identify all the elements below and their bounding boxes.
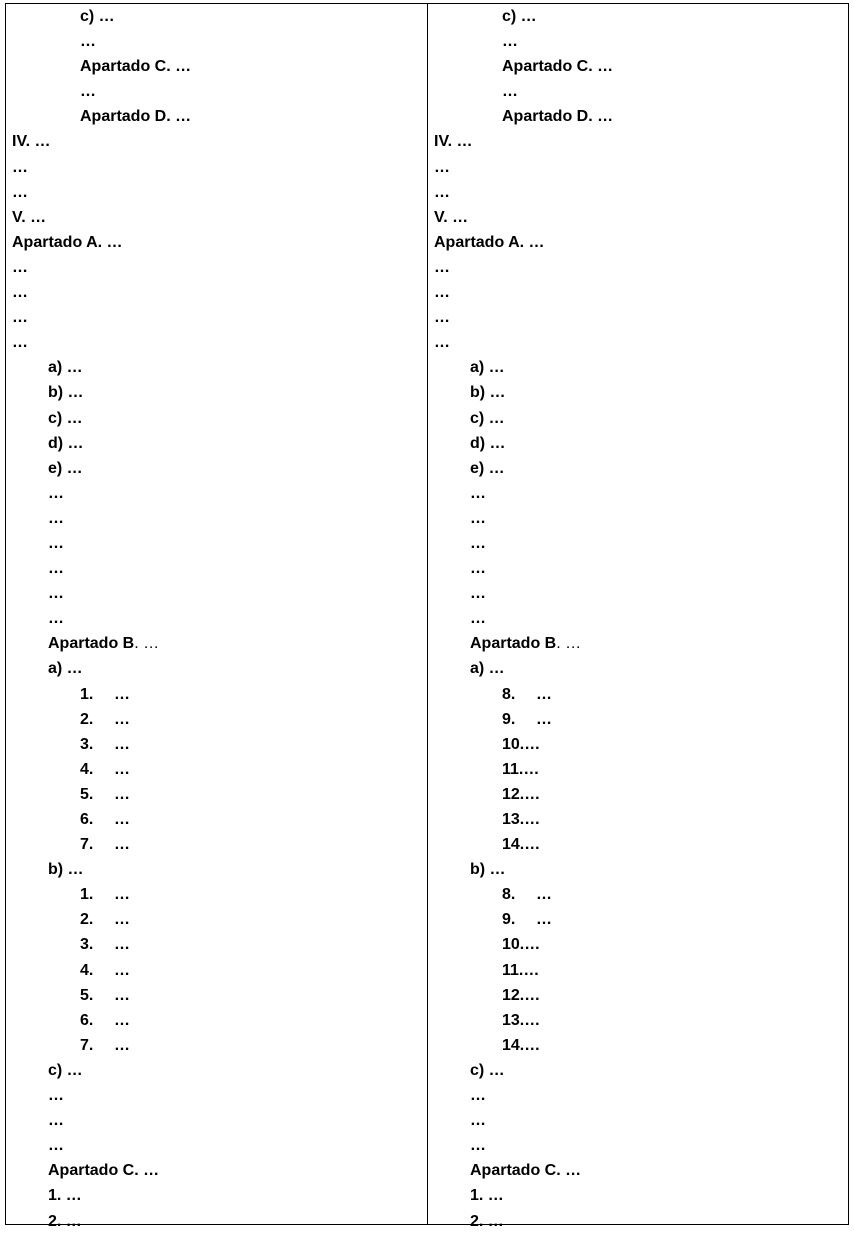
item-number: 12. xyxy=(502,986,525,1004)
document-line xyxy=(12,581,191,606)
document-line xyxy=(434,857,613,882)
document-line xyxy=(434,807,613,832)
document-line xyxy=(12,230,191,255)
document-line xyxy=(12,807,191,832)
document-line xyxy=(12,79,191,104)
line-text: … xyxy=(12,284,28,302)
line-text: … xyxy=(114,785,130,803)
line-text: … xyxy=(434,334,450,352)
line-text: … xyxy=(12,334,28,352)
document-line xyxy=(434,305,613,330)
document-line xyxy=(434,581,613,606)
item-number: 5. xyxy=(80,986,94,1004)
item-number: 14. xyxy=(502,1036,525,1054)
document-line xyxy=(12,556,191,581)
line-text: … xyxy=(470,585,486,603)
document-line xyxy=(434,958,613,983)
item-number: 11. xyxy=(502,760,524,778)
line-text: … xyxy=(48,585,64,603)
document-line xyxy=(434,230,613,255)
document-line xyxy=(12,205,191,230)
document-line xyxy=(12,1058,191,1083)
line-text: … xyxy=(523,961,540,979)
line-text: … xyxy=(114,1011,130,1029)
document-line xyxy=(12,280,191,305)
document-line xyxy=(434,255,613,280)
line-text: … xyxy=(524,1036,541,1054)
line-text: … xyxy=(470,1112,486,1130)
line-text: c) … xyxy=(48,1061,83,1079)
item-number: 1. xyxy=(80,886,94,904)
line-text: 2. … xyxy=(48,1212,82,1230)
document-line xyxy=(434,1058,613,1083)
right-column xyxy=(427,4,848,1230)
document-line xyxy=(12,832,191,857)
line-text: … xyxy=(536,685,552,703)
line-text: … xyxy=(114,886,130,904)
line-text: … xyxy=(114,710,130,728)
line-text: … xyxy=(536,886,552,904)
document-line xyxy=(12,355,191,380)
comparison-table xyxy=(5,3,849,1230)
document-line xyxy=(12,631,191,656)
line-text: … xyxy=(523,760,540,778)
item-number: 2. xyxy=(80,710,94,728)
line-text: … xyxy=(434,183,450,201)
line-text: Apartado B xyxy=(470,635,557,653)
document-line xyxy=(434,983,613,1008)
document-line xyxy=(12,4,191,29)
document-line xyxy=(12,305,191,330)
document-line xyxy=(12,732,191,757)
line-text: … xyxy=(48,509,64,527)
line-text: … xyxy=(114,986,130,1004)
line-text: … xyxy=(48,484,64,502)
item-number: 9. xyxy=(502,911,516,929)
item-number: 6. xyxy=(80,811,94,828)
line-text: … xyxy=(114,760,130,778)
document-line xyxy=(434,707,613,732)
item-number: 14. xyxy=(502,836,525,854)
line-text: … xyxy=(502,33,518,51)
document-line xyxy=(12,907,191,932)
document-line xyxy=(12,380,191,405)
document-line xyxy=(434,129,613,154)
document-line xyxy=(434,406,613,431)
item-number: 7. xyxy=(80,836,94,854)
document-line xyxy=(12,54,191,79)
line-text: Apartado C. … xyxy=(80,58,192,76)
document-line xyxy=(434,431,613,456)
line-text: e) … xyxy=(48,459,83,477)
line-text: … xyxy=(470,1137,486,1155)
line-text: … xyxy=(114,961,130,979)
line-text: … xyxy=(48,1087,64,1105)
document-line xyxy=(12,330,191,355)
line-text: c) … xyxy=(48,409,83,427)
line-text: … xyxy=(524,1011,541,1029)
document-line xyxy=(434,380,613,405)
item-number: 10. xyxy=(502,735,525,753)
item-number: 5. xyxy=(80,785,94,803)
document-line xyxy=(434,355,613,380)
item-number: 11. xyxy=(502,961,524,979)
document-line xyxy=(434,1133,613,1158)
item-number: 13. xyxy=(502,1011,525,1029)
item-number: 1. xyxy=(80,685,94,703)
line-text: … xyxy=(434,284,450,302)
line-text: … xyxy=(470,1087,486,1105)
line-text: V. … xyxy=(434,208,469,226)
line-text: Apartado A. … xyxy=(434,233,545,251)
line-text: … xyxy=(536,710,552,728)
line-text: d) … xyxy=(48,434,84,452)
item-number: 4. xyxy=(80,760,94,778)
document-line xyxy=(434,832,613,857)
line-text: c) … xyxy=(502,8,537,25)
line-text: … xyxy=(48,534,64,552)
line-text: c) … xyxy=(470,409,505,427)
line-text: … xyxy=(524,785,541,803)
item-number: 7. xyxy=(80,1036,94,1054)
document-line xyxy=(12,531,191,556)
document-line xyxy=(12,1133,191,1158)
line-text: … xyxy=(12,183,28,201)
line-text: … xyxy=(114,936,130,954)
document-line xyxy=(434,104,613,129)
document-line xyxy=(434,782,613,807)
line-text: … xyxy=(470,509,486,527)
document-line xyxy=(12,707,191,732)
line-text: 1. … xyxy=(48,1187,82,1205)
line-text: c) … xyxy=(470,1061,505,1079)
document-line xyxy=(12,104,191,129)
line-text: … xyxy=(114,811,130,828)
document-line xyxy=(12,882,191,907)
document-line xyxy=(12,757,191,782)
line-text: … xyxy=(470,534,486,552)
line-text: V. … xyxy=(12,208,47,226)
document-line xyxy=(434,1209,613,1234)
line-text: a) … xyxy=(48,660,83,678)
document-line xyxy=(12,1183,191,1208)
line-text: c) … xyxy=(80,8,115,25)
document-line xyxy=(12,155,191,180)
line-text: … xyxy=(12,309,28,327)
line-text: … xyxy=(524,811,541,828)
document-line xyxy=(12,255,191,280)
document-line xyxy=(12,1083,191,1108)
document-line xyxy=(434,205,613,230)
document-line xyxy=(12,932,191,957)
document-line xyxy=(12,431,191,456)
line-text: b) … xyxy=(48,861,84,879)
line-text: Apartado C. … xyxy=(48,1162,160,1180)
document-line xyxy=(12,682,191,707)
line-text: … xyxy=(524,986,541,1004)
document-line xyxy=(12,1158,191,1183)
line-text: … xyxy=(114,735,130,753)
line-text: … xyxy=(470,560,486,578)
left-column-lines xyxy=(12,4,191,1234)
line-suffix: . … xyxy=(134,635,160,653)
document-line xyxy=(434,1033,613,1058)
line-text: … xyxy=(114,911,130,929)
document-line xyxy=(12,606,191,631)
document-line xyxy=(12,456,191,481)
line-text: … xyxy=(434,309,450,327)
document-line xyxy=(434,732,613,757)
line-text: … xyxy=(114,1036,130,1054)
line-text: b) … xyxy=(470,384,506,402)
line-text: … xyxy=(114,836,130,854)
document-line xyxy=(12,782,191,807)
line-text: 2. … xyxy=(470,1212,504,1230)
document-line xyxy=(434,682,613,707)
line-text: … xyxy=(536,911,552,929)
item-number: 13. xyxy=(502,811,525,828)
document-line xyxy=(434,656,613,681)
line-text: … xyxy=(524,836,541,854)
item-number: 6. xyxy=(80,1011,94,1029)
right-column-lines xyxy=(434,4,613,1234)
document-line xyxy=(434,481,613,506)
line-text: … xyxy=(502,83,518,101)
line-text: b) … xyxy=(48,384,84,402)
line-text: IV. … xyxy=(12,133,51,151)
line-text: d) … xyxy=(470,434,506,452)
document-line xyxy=(434,1158,613,1183)
document-line xyxy=(434,882,613,907)
item-number: 12. xyxy=(502,785,525,803)
line-text: … xyxy=(524,735,541,753)
line-text: a) … xyxy=(470,660,505,678)
document-line xyxy=(12,406,191,431)
document-line xyxy=(434,155,613,180)
document-line xyxy=(12,656,191,681)
document-line xyxy=(434,1083,613,1108)
document-line xyxy=(12,958,191,983)
document-line xyxy=(12,180,191,205)
document-line xyxy=(12,857,191,882)
line-text: … xyxy=(434,258,450,276)
line-text: e) … xyxy=(470,459,505,477)
document-line xyxy=(434,79,613,104)
left-column xyxy=(6,4,427,1230)
item-number: 2. xyxy=(80,911,94,929)
document-line xyxy=(434,54,613,79)
document-line xyxy=(12,506,191,531)
document-line xyxy=(434,29,613,54)
document-line xyxy=(434,280,613,305)
document-line xyxy=(434,606,613,631)
line-text: … xyxy=(470,484,486,502)
line-text: … xyxy=(470,610,486,628)
item-number: 3. xyxy=(80,936,94,954)
document-line xyxy=(434,757,613,782)
item-number: 3. xyxy=(80,735,94,753)
line-text: Apartado B xyxy=(48,635,135,653)
line-text: … xyxy=(12,258,28,276)
document-line xyxy=(434,1108,613,1133)
document-line xyxy=(434,180,613,205)
line-text: … xyxy=(80,83,96,101)
line-text: IV. … xyxy=(434,133,473,151)
document-line xyxy=(12,481,191,506)
line-text: … xyxy=(48,1137,64,1155)
item-number: 8. xyxy=(502,685,516,703)
document-line xyxy=(434,907,613,932)
document-line xyxy=(12,1209,191,1234)
document-line xyxy=(12,29,191,54)
line-text: … xyxy=(48,610,64,628)
line-text: b) … xyxy=(470,861,506,879)
line-text: a) … xyxy=(470,359,505,377)
document-line xyxy=(434,531,613,556)
document-line xyxy=(434,330,613,355)
document-line xyxy=(434,932,613,957)
line-text: a) … xyxy=(48,359,83,377)
line-text: … xyxy=(434,158,450,176)
line-text: Apartado A. … xyxy=(12,233,123,251)
line-text: Apartado C. … xyxy=(502,58,614,76)
document-line xyxy=(434,456,613,481)
document-line xyxy=(12,983,191,1008)
document-line xyxy=(434,1008,613,1033)
document-line xyxy=(12,1033,191,1058)
document-line xyxy=(434,506,613,531)
line-text: … xyxy=(12,158,28,176)
document-line xyxy=(12,129,191,154)
item-number: 4. xyxy=(80,961,94,979)
document-line xyxy=(12,1108,191,1133)
document-line xyxy=(434,556,613,581)
line-text: … xyxy=(80,33,96,51)
line-text: 1. … xyxy=(470,1187,504,1205)
line-text: … xyxy=(48,1112,64,1130)
line-text: … xyxy=(48,560,64,578)
document-line xyxy=(434,4,613,29)
line-suffix: . … xyxy=(556,635,582,653)
document-line xyxy=(434,631,613,656)
line-text: Apartado D. … xyxy=(502,108,614,126)
item-number: 10. xyxy=(502,936,525,954)
document-line xyxy=(12,1008,191,1033)
line-text: Apartado C. … xyxy=(470,1162,582,1180)
line-text: … xyxy=(114,685,130,703)
line-text: Apartado D. … xyxy=(80,108,192,126)
item-number: 8. xyxy=(502,886,516,904)
line-text: … xyxy=(524,936,541,954)
item-number: 9. xyxy=(502,710,516,728)
document-line xyxy=(434,1183,613,1208)
